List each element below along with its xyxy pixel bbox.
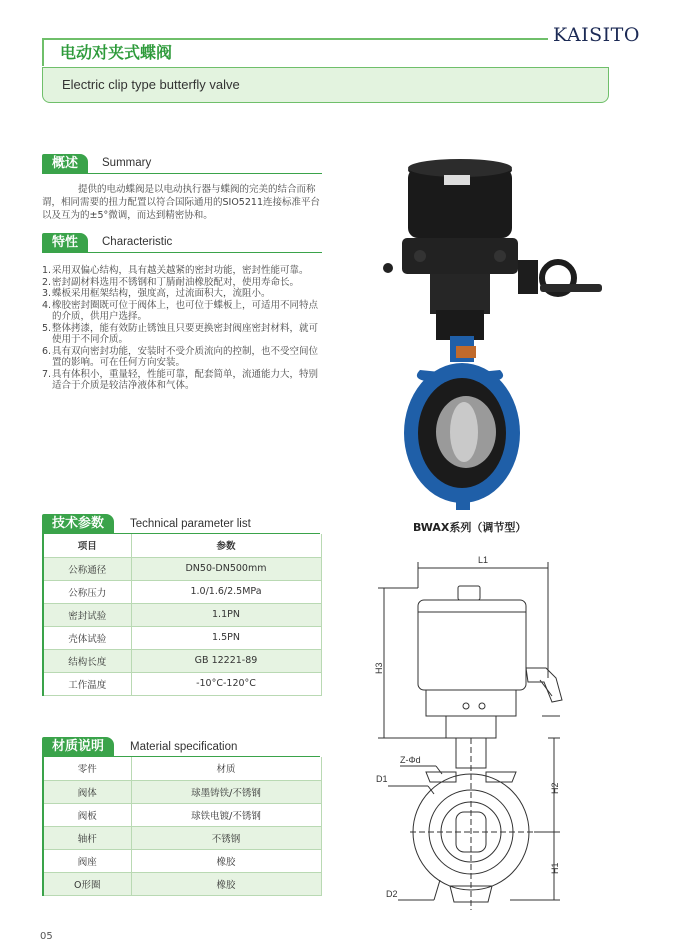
dim-label: L1 (478, 555, 489, 565)
brand-logo: KAISITO (553, 24, 640, 46)
dim-label: H1 (550, 862, 560, 874)
table-header-row (43, 534, 321, 557)
feature-item: 6. 具有双向密封功能，安装时不受介质流向的控制，也不受空间位置的影响。可在任何方向安装。 (42, 345, 319, 368)
feature-item: 7. 具有体积小，重量轻，性能可靠，配套简单，流通能力大，特别适合于介质是较洁净液体和气体。 (42, 368, 319, 391)
table-row: 结构长度 GB 12221-89 (43, 649, 321, 672)
feature-item: 1. 采用双偏心结构，具有越关越紧的密封功能，密封性能可靠。 (42, 265, 309, 276)
table-header: 项目 (43, 534, 131, 557)
table-row: 壳体试验 1.5PN (43, 626, 321, 649)
table-row: 阀体 球墨铸铁/不锈钢 (43, 780, 321, 803)
characteristic-rule (42, 252, 322, 253)
valve-product-photo (380, 150, 610, 515)
dim-label: Z-Φd (400, 755, 421, 765)
table-row: 密封试验 1.1PN (43, 603, 321, 626)
table-row: 轴杆 不锈钢 (43, 826, 321, 849)
dim-label: D2 (386, 889, 398, 899)
feature-item: 3. 蝶板采用框架结构，强度高，过流面积大，流阻小。 (42, 288, 271, 299)
feature-item: 4. 橡胶密封圈既可位于阀体上，也可位于蝶板上，可适用不同特点的介质，供用户选择。 (42, 299, 319, 322)
feature-list (42, 265, 327, 392)
table-header-row (43, 757, 321, 780)
table-row: 阀座 橡胶 (43, 849, 321, 872)
table-row: O形圈 橡胶 (43, 872, 321, 895)
table-header: 材质 (131, 757, 321, 780)
feature-item: 5. 整体拷漆，能有效防止锈蚀且只要更换密封阀座密封材料，就可使用于不同介质。 (42, 322, 319, 345)
page-title-en: Electric clip type butterfly valve (62, 77, 240, 92)
summary-title-en: Summary (102, 157, 152, 169)
material-title-en: Material specification (130, 741, 238, 753)
valve-technical-drawing (370, 550, 580, 920)
dim-label: D1 (376, 774, 388, 784)
characteristic-tag: 特性 (42, 233, 88, 252)
feature-item: 2. 密封副材料选用不锈钢和丁腈耐油橡胶配对，使用寿命长。 (42, 276, 300, 288)
handwheel-icon (518, 260, 602, 294)
title-bracket (42, 38, 50, 66)
characteristic-title-en: Characteristic (102, 236, 173, 248)
dim-label: H3 (374, 662, 384, 674)
table-header: 参数 (131, 534, 321, 557)
technical-table (42, 534, 322, 696)
page-title-cn: 电动对夹式蝶阀 (60, 43, 173, 62)
dim-label: H2 (550, 782, 560, 794)
table-row: 阀板 球铁电镀/不锈钢 (43, 803, 321, 826)
material-tag: 材质说明 (42, 737, 114, 756)
series-label: BWAX系列（调节型） (413, 521, 527, 534)
summary-rule (42, 173, 322, 174)
page-number: 05 (40, 931, 53, 941)
summary-text: 提供的电动蝶阀是以电动执行器与蝶阀的完美的结合而称谓，相同需要的扭力配置以符合国际通用的SIO5211连接标准平台以及互为的±5°微调，而达到精密协和。 (42, 184, 320, 221)
technical-title-en: Technical parameter list (130, 518, 251, 530)
summary-tag: 概述 (42, 154, 88, 173)
table-header: 零件 (43, 757, 131, 780)
technical-tag: 技术参数 (42, 514, 114, 533)
table-row: 工作温度 -10°C-120°C (43, 672, 321, 695)
table-row: 公称压力 1.0/1.6/2.5MPa (43, 580, 321, 603)
material-table (42, 757, 322, 896)
table-row: 公称通径 DN50-DN500mm (43, 557, 321, 580)
